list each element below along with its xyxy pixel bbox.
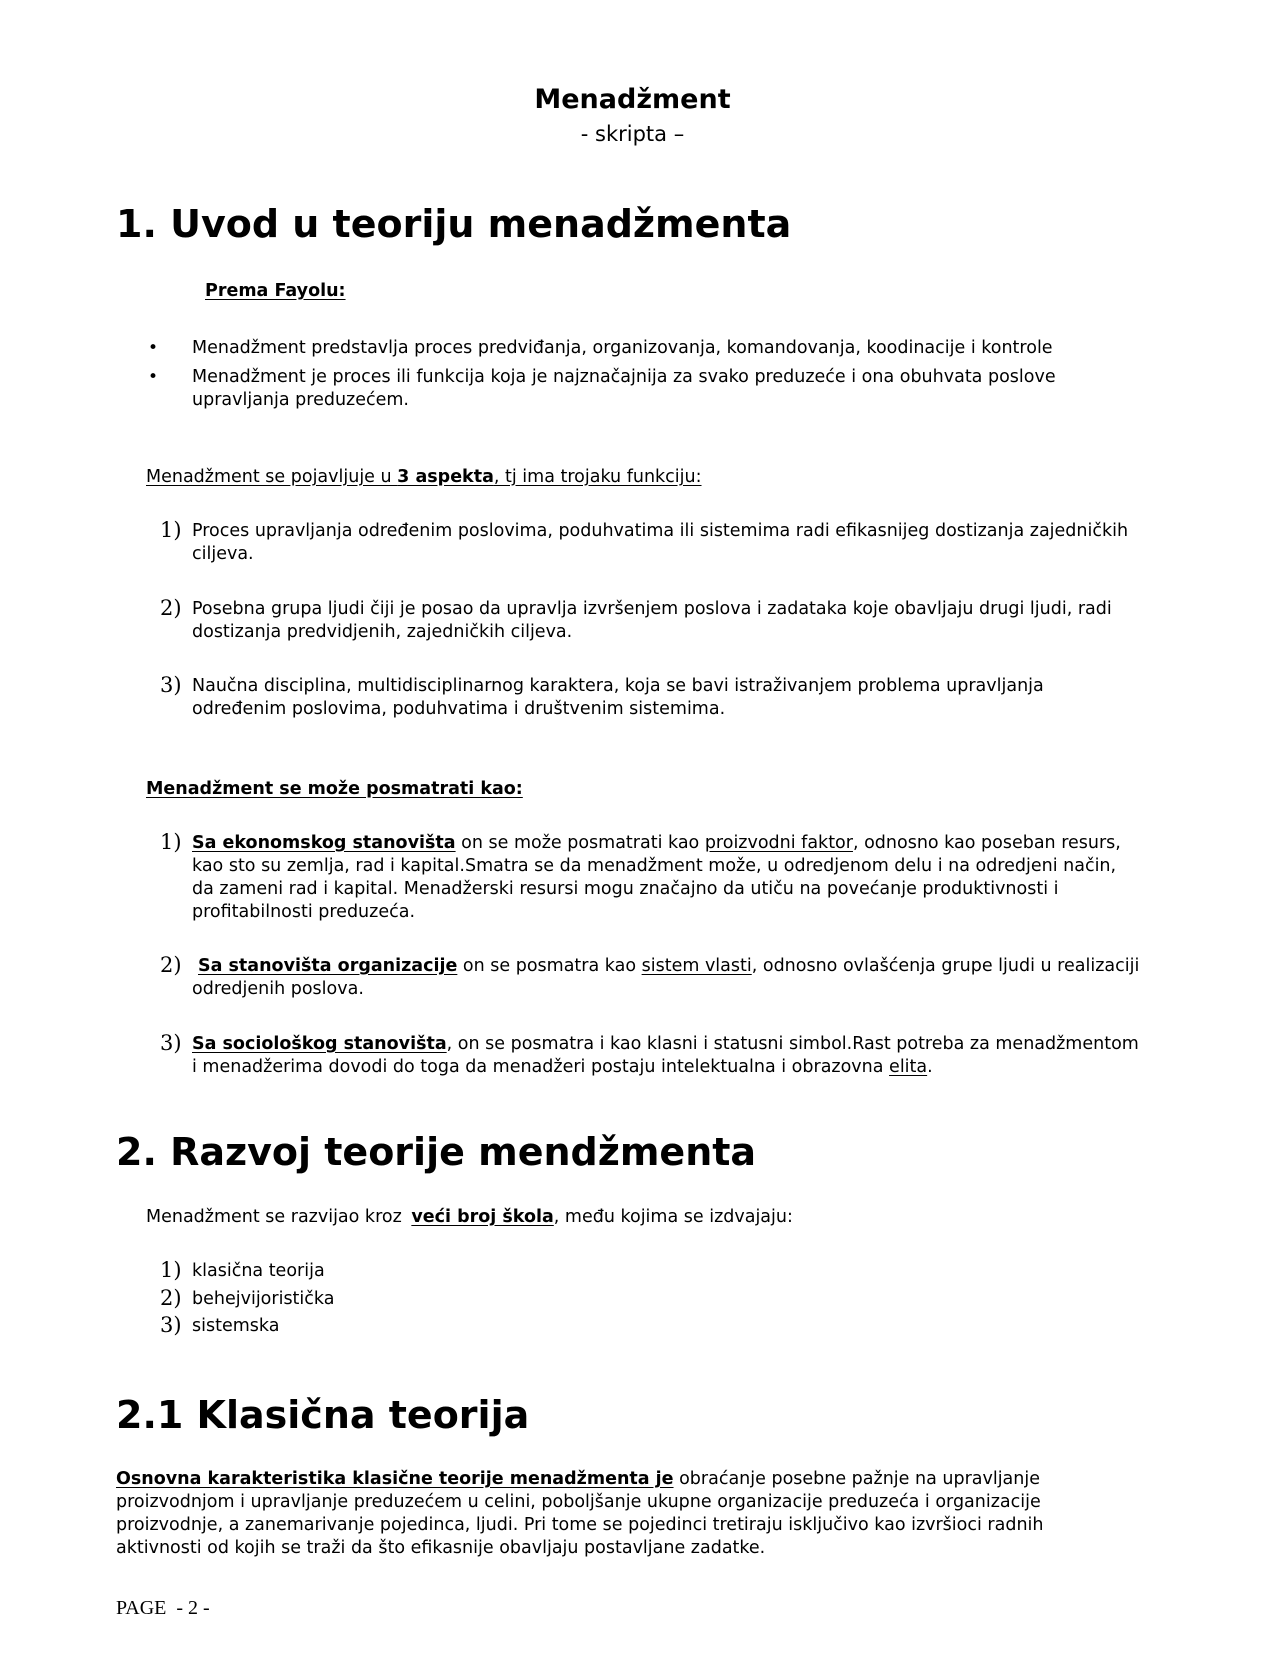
- document-title: Menadžment: [534, 84, 731, 115]
- fayol-label: Prema Fayolu:: [205, 281, 346, 301]
- view-text: on se može posmatrati kao: [455, 833, 705, 853]
- list-item-text: Naučna disciplina, multidisciplinarnog karaktera, koja se bavi istraživanjem problema upravljanja određenim poslovima, poduhvatima i društvenim sistemima.: [192, 676, 1044, 719]
- aspects-intro-tail: , tj ima trojaku funkciju:: [493, 467, 702, 487]
- view-title: Sa ekonomskog stanovišta: [192, 833, 456, 853]
- view-text-tail: , odnosno ovlašćenja grupe ljudi u realizaciji odredjenih poslova.: [192, 956, 1140, 999]
- bullet-text: Menadžment predstavlja proces predviđanja, organizovanja, komandovanja, koodinacije i kontrole: [192, 338, 1053, 358]
- section-2-heading: 2. Razvoj teorije mendžmenta: [116, 1130, 757, 1174]
- schools-intro-text: Menadžment se razvijao kroz: [146, 1207, 408, 1227]
- list-number: 2): [160, 1286, 182, 1310]
- aspects-intro: [146, 466, 702, 489]
- aspects-intro-bold: 3 aspekta: [397, 467, 494, 487]
- view-underlined-term: elita: [889, 1057, 928, 1077]
- views-heading: Menadžment se može posmatrati kao:: [146, 779, 523, 799]
- list-item-text: sistemska: [192, 1316, 280, 1336]
- view-text: on se posmatra kao: [457, 956, 642, 976]
- view-text-tail: , odnosno kao poseban resurs, kao sto su zemlja, rad i kapital.Smatra se da menadžment može, u odredjenom delu i na odredjeni način, da zameni rad i kapital. Menadžerski resursi mogu značajno da utiču na povećanje produktivnosti i profitabilnosti preduzeća.: [192, 833, 1121, 922]
- list-item-text: klasična teorija: [192, 1261, 325, 1281]
- list-item-text: Posebna grupa ljudi čiji je posao da upravlja izvršenjem poslova i zadataka koje obavljaju drugi ljudi, radi dostizanja predvidjenih, zajedničkih ciljeva.: [192, 599, 1112, 642]
- paragraph-lead: Osnovna karakteristika klasične teorije menadžmenta je: [116, 1469, 674, 1489]
- list-item-text: [192, 955, 1142, 1001]
- classical-theory-paragraph: [116, 1468, 1126, 1560]
- list-item-text: Proces upravljanja određenim poslovima, poduhvatima ili sistemima radi efikasnijeg dostizanja zajedničkih ciljeva.: [192, 521, 1129, 564]
- list-number: 3): [160, 1031, 182, 1055]
- document-subtitle: - skripta –: [580, 122, 685, 146]
- view-underlined-term: sistem vlasti: [641, 956, 752, 976]
- list-number: 3): [160, 673, 182, 697]
- view-underlined-term: proizvodni faktor: [704, 833, 853, 853]
- view-title: Sa stanovišta organizacije: [198, 956, 458, 976]
- list-number: 3): [160, 1313, 182, 1337]
- list-item-text: [192, 1033, 1142, 1079]
- bullet-icon: •: [148, 367, 159, 387]
- list-number: 2): [160, 596, 182, 620]
- section-2-1-heading: 2.1 Klasična teorija: [116, 1393, 530, 1437]
- list-number: 2): [160, 953, 182, 977]
- bullet-icon: •: [148, 338, 159, 358]
- list-number: 1): [160, 1258, 182, 1282]
- bullet-text: Menadžment je proces ili funkcija koja je najznačajnija za svako preduzeće i ona obuhvata poslove upravljanja preduzećem.: [192, 367, 1056, 410]
- aspects-intro-text: Menadžment se pojavljuje u: [146, 467, 398, 487]
- page-number: PAGE - 2 -: [116, 1597, 210, 1619]
- schools-intro-bold: veći broj škola: [411, 1207, 554, 1227]
- section-1-heading: 1. Uvod u teoriju menadžmenta: [116, 202, 792, 246]
- view-text: , on se posmatra i kao klasni i statusni simbol.Rast potreba za menadžmentom i menadžerima dovodi do toga da menadžeri postaju intelektualna i obrazovna: [192, 1034, 1139, 1077]
- list-item-text: [192, 832, 1142, 924]
- schools-intro-tail: , među kojima se izdvajaju:: [553, 1207, 793, 1227]
- view-text-tail: .: [927, 1057, 933, 1077]
- list-number: 1): [160, 518, 182, 542]
- list-number: 1): [160, 830, 182, 854]
- paragraph-text: obraćanje posebne pažnje na upravljanje proizvodnjom i upravljanje preduzećem u celini, poboljšanje ukupne organizacije preduzeća i organizacije proizvodnje, a zanemarivanje pojedinca, ljudi. Pri tome se pojedinci tretiraju isključivo kao izvršioci radnih aktivnosti od kojih se traži da što efikasnije obavljaju postavljane zadatke.: [116, 1469, 1044, 1558]
- schools-intro: [146, 1206, 793, 1229]
- view-title: Sa sociološkog stanovišta: [192, 1034, 447, 1054]
- list-item-text: behejvijoristička: [192, 1289, 335, 1309]
